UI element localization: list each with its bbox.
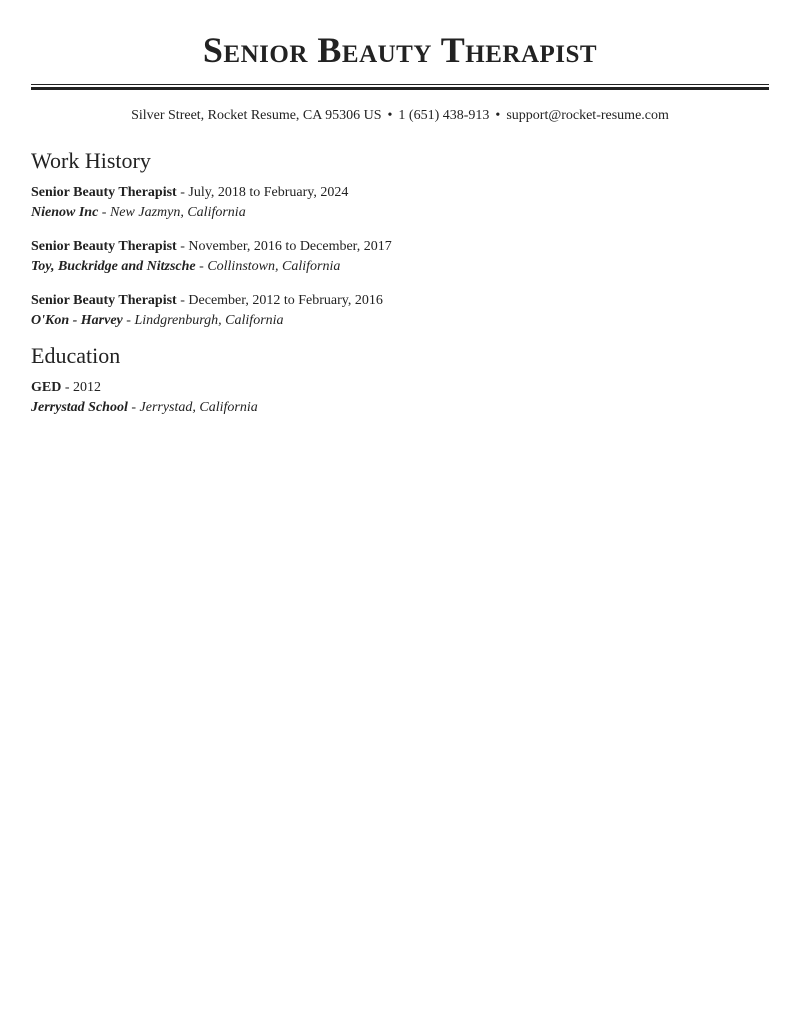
contact-address: Silver Street, Rocket Resume, CA 95306 US xyxy=(131,108,382,123)
dash: - xyxy=(176,239,189,254)
work-dates: July, 2018 to February, 2024 xyxy=(188,185,349,200)
work-company: Nienow Inc xyxy=(31,205,99,220)
dash: - xyxy=(122,313,135,328)
work-entry xyxy=(31,183,769,223)
education-location: Jerrystad, California xyxy=(139,400,258,415)
education-school: Jerrystad School xyxy=(31,400,128,415)
work-history-heading: Work History xyxy=(31,148,151,173)
dash: - xyxy=(61,380,74,395)
work-role: Senior Beauty Therapist xyxy=(31,185,177,200)
dash: - xyxy=(195,259,208,274)
dash: - xyxy=(176,185,189,200)
dash: - xyxy=(98,205,110,220)
work-company: O'Kon - Harvey xyxy=(31,313,123,328)
work-location: Lindgrenburgh, California xyxy=(134,313,284,328)
title-divider xyxy=(31,84,769,90)
work-location: New Jazmyn, California xyxy=(109,205,246,220)
work-entry xyxy=(31,291,769,331)
education-degree: GED xyxy=(31,380,62,395)
dash: - xyxy=(176,293,189,308)
work-dates: December, 2012 to February, 2016 xyxy=(188,293,383,308)
work-entry xyxy=(31,237,769,277)
work-dates: November, 2016 to December, 2017 xyxy=(188,239,392,254)
work-company: Toy, Buckridge and Nitzsche xyxy=(31,259,196,274)
work-role: Senior Beauty Therapist xyxy=(31,293,177,308)
education-heading: Education xyxy=(31,343,121,368)
page-title: Senior Beauty Therapist xyxy=(202,30,598,70)
contact-line xyxy=(31,107,769,125)
dash: - xyxy=(127,400,140,415)
contact-separator: • xyxy=(495,108,501,123)
contact-phone[interactable]: 1 (651) 438-913 xyxy=(398,108,490,123)
work-role: Senior Beauty Therapist xyxy=(31,239,177,254)
contact-email[interactable]: support@rocket-resume.com xyxy=(506,108,669,123)
education-year: 2012 xyxy=(73,380,102,395)
work-location: Collinstown, California xyxy=(207,259,341,274)
education-entry xyxy=(31,378,769,418)
contact-separator: • xyxy=(387,108,393,123)
